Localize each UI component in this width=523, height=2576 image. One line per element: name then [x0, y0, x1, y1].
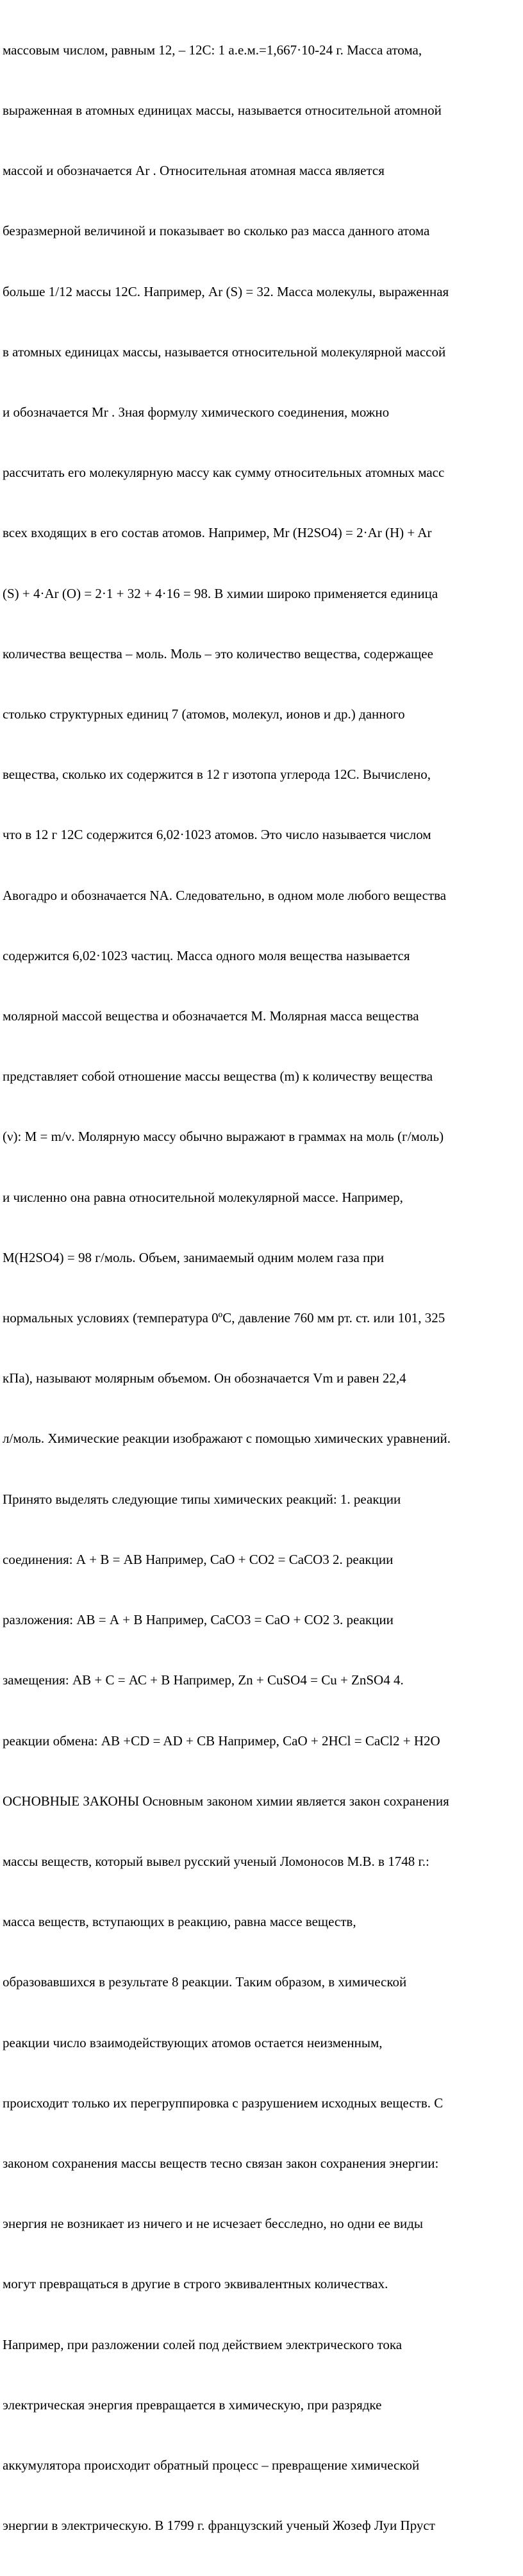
text-line: электрическая энергия превращается в химическую, при разрядке — [3, 2397, 382, 2413]
text-line: молярной массой вещества и обозначается М. Молярная масса вещества — [3, 1008, 419, 1024]
text-line: реакции обмена: АВ +CD = AD + CB Например, CaO + 2HCl = CaCl2 + H2O — [3, 1733, 440, 1749]
text-line: массовым числом, равным 12, – 12С: 1 а.е.м.=1,667·10-24 г. Масса атома, — [3, 42, 422, 58]
text-line: (S) + 4·Ar (O) = 2·1 + 32 + 4·16 = 98. В химии широко применяется единица — [3, 585, 438, 601]
text-line: массой и обозначается Ar . Относительная атомная масса является — [3, 163, 385, 179]
text-line: ОСНОВНЫЕ ЗАКОНЫ Основным законом химии является закон сохранения — [3, 1793, 449, 1809]
text-line: разложения: АВ = А + В Например, CaCO3 = CaO + CO2 3. реакции — [3, 1612, 394, 1628]
text-line: законом сохранения массы веществ тесно связан закон сохранения энергии: — [3, 2155, 439, 2171]
text-line: замещения: АВ + С = АС + В Например, Zn + CuSO4 = Cu + ZnSO4 4. — [3, 1672, 404, 1688]
text-line: л/моль. Химические реакции изображают с помощью химических уравнений. — [3, 1431, 451, 1447]
text-line: энергия не возникает из ничего и не исчезает бесследно, но одни ее виды — [3, 2216, 424, 2232]
text-line: представляет собой отношение массы вещества (m) к количеству вещества — [3, 1068, 433, 1084]
text-line: и численно она равна относительной молекулярной массе. Например, — [3, 1189, 403, 1205]
text-line: массы веществ, который вывел русский ученый Ломоносов М.В. в 1748 г.: — [3, 1853, 429, 1869]
text-line: нормальных условиях (температура 0ºС, давление 760 мм рт. ст. или 101, 325 — [3, 1310, 445, 1326]
text-line: вещества, сколько их содержится в 12 г изотопа углерода 12С. Вычислено, — [3, 767, 431, 783]
text-line: происходит только их перегруппировка с разрушением исходных веществ. С — [3, 2095, 444, 2111]
text-line: что в 12 г 12С содержится 6,02·1023 атомов. Это число называется числом — [3, 827, 431, 843]
text-line: образовавшихся в результате 8 реакции. Таким образом, в химической — [3, 1974, 407, 1990]
text-line: в атомных единицах массы, называется относительной молекулярной массой — [3, 344, 446, 360]
text-line: аккумулятора происходит обратный процесс – превращение химической — [3, 2457, 420, 2473]
text-line: и обозначается Mr . Зная формулу химического соединения, можно — [3, 404, 390, 420]
text-line: кПа), называют молярным объемом. Он обозначается Vm и равен 22,4 — [3, 1370, 406, 1386]
text-line: М(H2SO4) = 98 г/моль. Объем, занимаемый одним молем газа при — [3, 1249, 385, 1265]
text-line: столько структурных единиц 7 (атомов, молекул, ионов и др.) данного — [3, 706, 405, 722]
text-line: Например, при разложении солей под действием электрического тока — [3, 2336, 403, 2352]
text-line: количества вещества – моль. Моль – это количество вещества, содержащее — [3, 645, 433, 661]
text-line: могут превращаться в другие в строго эквивалентных количествах. — [3, 2276, 388, 2292]
text-line: выраженная в атомных единицах массы, называется относительной атомной — [3, 103, 442, 119]
text-line: больше 1/12 массы 12С. Например, Ar (S) = 32. Масса молекулы, выраженная — [3, 283, 449, 299]
text-line: всех входящих в его состав атомов. Например, Mr (H2SO4) = 2·Ar (H) + Ar — [3, 525, 432, 541]
text-line: рассчитать его молекулярную массу как сумму относительных атомных масс — [3, 465, 445, 481]
text-line: соединения: А + В = АВ Например, CaO + CO2 = CaCO3 2. реакции — [3, 1551, 394, 1567]
text-line: масса веществ, вступающих в реакцию, равна массе веществ, — [3, 1914, 356, 1930]
document-body-text — [3, 0, 523, 2576]
text-line: энергии в электрическую. В 1799 г. французский ученый Жозеф Луи Пруст — [3, 2518, 435, 2534]
text-line: безразмерной величиной и показывает во сколько раз масса данного атома — [3, 223, 430, 239]
text-line: реакции число взаимодействующих атомов остается неизменным, — [3, 2034, 383, 2050]
text-line: (ν): М = m/ν. Молярную массу обычно выражают в граммах на моль (г/моль) — [3, 1129, 444, 1145]
text-line: Авогадро и обозначается NA. Следовательно, в одном моле любого вещества — [3, 887, 447, 903]
text-line: содержится 6,02·1023 частиц. Масса одного моля вещества называется — [3, 947, 410, 963]
text-line: Принято выделять следующие типы химических реакций: 1. реакции — [3, 1491, 401, 1507]
